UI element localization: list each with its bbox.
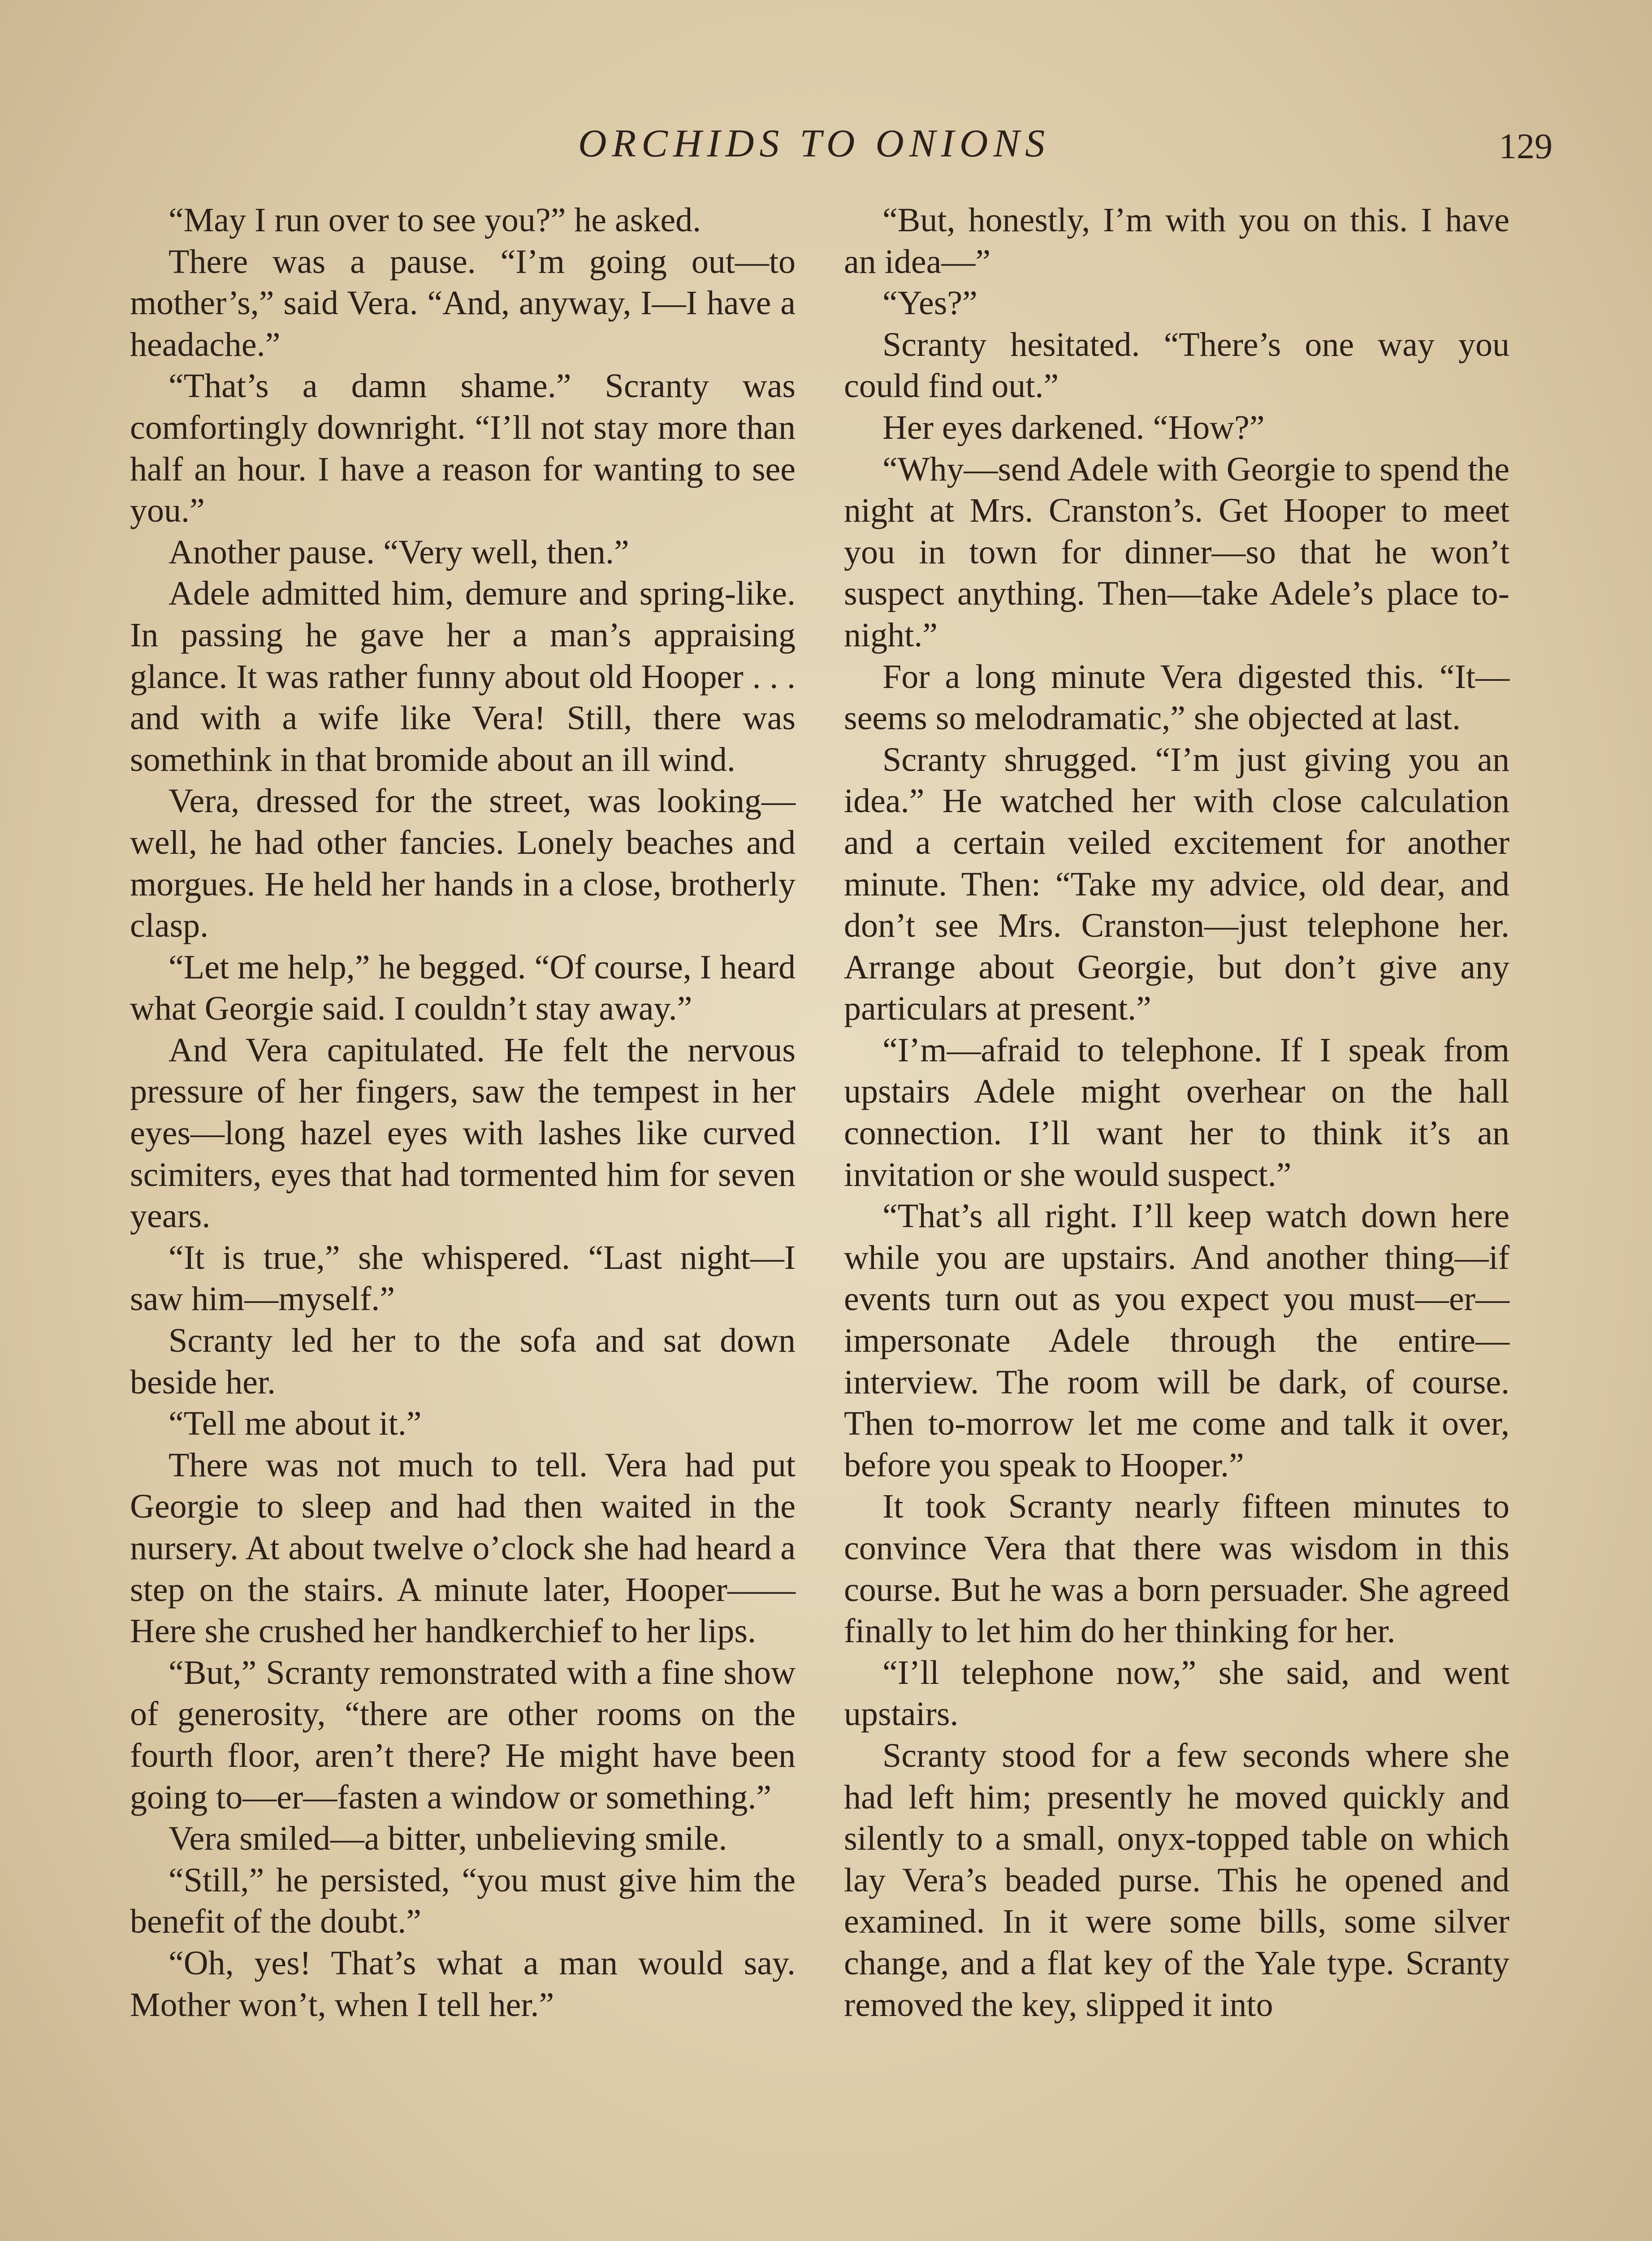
- paragraph: Scranty shrugged. “I’m just giving you an idea.” He watched her with close calculation and a certain veiled excitement for another minute. Then: “Take my advice, old dear, and don’t see Mrs. Cranston—just telephone her. Arrange about Georgie, but don’t give any particulars at present.”: [844, 740, 1509, 1028]
- paragraph: “I’m—afraid to telephone. If I speak from upstairs Adele might overhear on the hall connection. I’ll want her to think it’s an invitation or she would suspect.”: [844, 1031, 1509, 1194]
- paragraph: There was not much to tell. Vera had put Georgie to sleep and had then waited in the nursery. At about twelve o’clock she had heard a step on the stairs. A minute later, Hooper—— Here she crushed her handkerchief to her lips.: [130, 1446, 796, 1650]
- paragraph: “Yes?”: [882, 284, 977, 322]
- paragraph: “Why—send Adele with Georgie to spend the night at Mrs. Cranston’s. Get Hooper to meet you in town for dinner—so that he won’t suspect anything. Then—take Adele’s place to-night.”: [844, 450, 1509, 654]
- paragraph: Scranty hesitated. “There’s one way you could find out.”: [844, 325, 1509, 405]
- paragraph: Scranty led her to the sofa and sat down beside her.: [130, 1322, 796, 1401]
- paragraph: Adele admitted him, demure and spring-like. In passing he gave her a man’s appraising glance. It was rather funny about old Hooper . . . and with a wife like Vera! Still, there was somethink in that bromide about an ill wind.: [130, 575, 796, 779]
- paragraph: “But,” Scranty remonstrated with a fine show of generosity, “there are other rooms on the fourth floor, aren’t there? He might have been going to—er—fasten a window or something.”: [130, 1653, 796, 1816]
- paragraph: “That’s a damn shame.” Scranty was comfortingly downright. “I’ll not stay more than half an hour. I have a reason for wanting to see you.”: [130, 367, 796, 530]
- paragraph: It took Scranty nearly fifteen minutes to convince Vera that there was wisdom in this course. But he was a born persuader. She agreed finally to let him do her thinking for her.: [844, 1488, 1509, 1650]
- paragraph: “That’s all right. I’ll keep watch down here while you are upstairs. And another thing—if events turn out as you expect you must—er—impersonate Adele through the entire—interview. The room will be dark, of course. Then to-morrow let me come and talk it over, before you speak to Hooper.”: [844, 1197, 1509, 1484]
- paragraph: Scranty stood for a few seconds where she had left him; presently he moved quickly and silently to a small, onyx-topped table on which lay Vera’s beaded purse. This he opened and examined. In it were some bills, some silver change, and a flat key of the Yale type. Scranty removed the key, slipped it into: [844, 1736, 1509, 2024]
- paragraph: “I’ll telephone now,” she said, and went upstairs.: [844, 1653, 1509, 1733]
- paragraph: “Let me help,” he begged. “Of course, I heard what Georgie said. I couldn’t stay away.”: [130, 948, 796, 1028]
- paragraph: Her eyes darkened. “How?”: [882, 408, 1265, 446]
- paragraph: “But, honestly, I’m with you on this. I have an idea—”: [844, 201, 1509, 281]
- paragraph: “Oh, yes! That’s what a man would say. Mother won’t, when I tell her.”: [130, 1944, 796, 2024]
- paragraph: And Vera capitulated. He felt the nervous pressure of her fingers, saw the tempest in her eyes—long hazel eyes with lashes like curved scimiters, eyes that had tormented him for seven years.: [130, 1031, 796, 1235]
- paragraph: Another pause. “Very well, then.”: [169, 533, 629, 571]
- paragraph: For a long minute Vera digested this. “It—seems so melodramatic,” she objected at last.: [844, 658, 1509, 737]
- right-column: [844, 199, 1509, 2025]
- paragraph: “Still,” he persisted, “you must give him the benefit of the doubt.”: [130, 1861, 796, 1941]
- paragraph: Vera, dressed for the street, was looking—well, he had other fancies. Lonely beaches and morgues. He held her hands in a close, brotherly clasp.: [130, 782, 796, 945]
- page-number: 129: [1499, 127, 1553, 166]
- paragraph: “Tell me about it.”: [169, 1405, 422, 1443]
- paragraph: “May I run over to see you?” he asked.: [169, 201, 701, 239]
- running-head: ORCHIDS TO ONIONS: [578, 122, 1051, 165]
- left-column: [130, 199, 796, 2025]
- paragraph: Vera smiled—a bitter, unbelieving smile.: [169, 1820, 727, 1858]
- paragraph: There was a pause. “I’m going out—to mother’s,” said Vera. “And, anyway, I—I have a headache.”: [130, 242, 796, 363]
- paragraph: “It is true,” she whispered. “Last night—I saw him—myself.”: [130, 1238, 796, 1318]
